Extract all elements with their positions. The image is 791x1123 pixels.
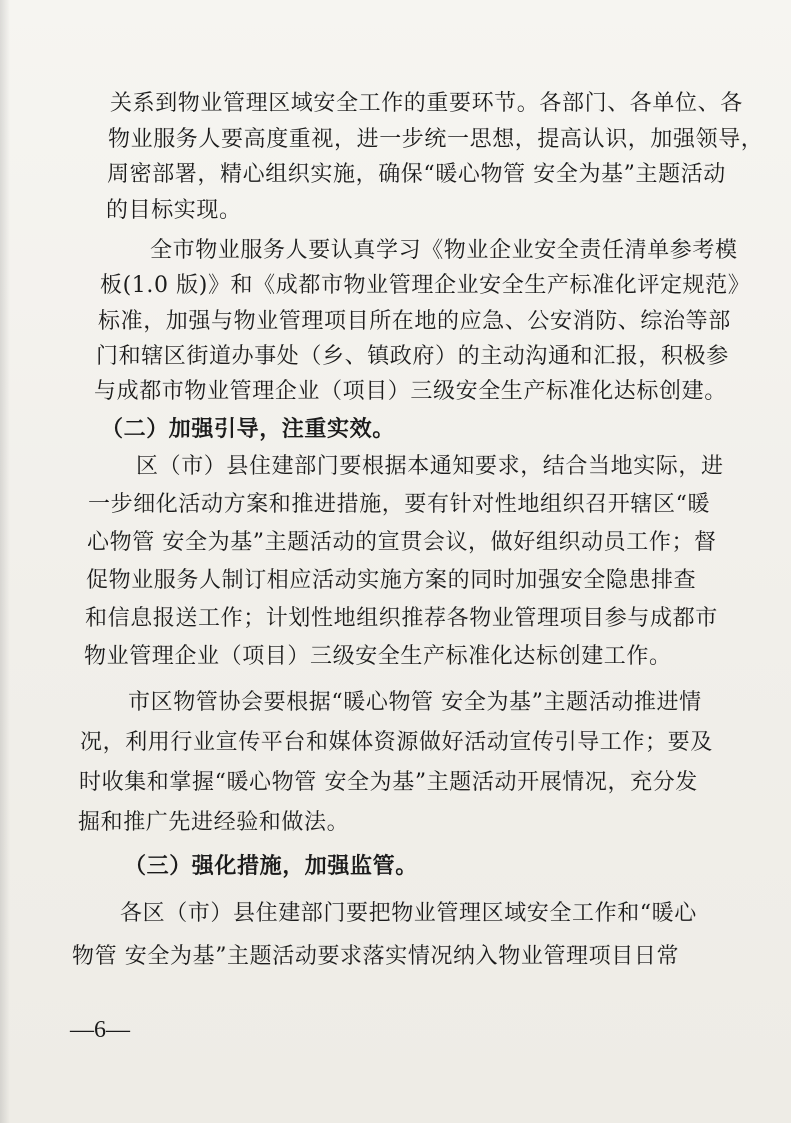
text-line: 心物管 安全为基”主题活动的宣贯会议，做好组织动员工作；督 bbox=[87, 530, 717, 555]
text-line: 各区（市）县住建部门要把物业管理区域安全工作和“暖心 bbox=[120, 901, 697, 926]
text-line: 一步细化活动方案和推进措施，要有针对性地组织召开辖区“暖 bbox=[88, 492, 711, 517]
page-edge-shadow bbox=[0, 0, 10, 1123]
text-line: 标准，加强与物业管理项目所在地的应急、公安消防、综治等部 bbox=[98, 309, 731, 334]
page-number: —6— bbox=[70, 1017, 130, 1043]
text-line: 和信息报送工作；计划性地组织推荐各物业管理项目参与成都市 bbox=[85, 606, 718, 631]
text-line: 关系到物业管理区域安全工作的重要环节。各部门、各单位、各 bbox=[110, 91, 743, 116]
text-line: 周密部署，精心组织实施，确保“暖心物管 安全为基”主题活动 bbox=[107, 162, 726, 187]
text-line: 区（市）县住建部门要根据本通知要求，结合当地实际，进 bbox=[136, 454, 724, 479]
section-heading: （三）强化措施，加强监管。 bbox=[124, 853, 418, 879]
text-line: 时收集和掌握“暖心物管 安全为基”主题活动开展情况，充分发 bbox=[79, 770, 698, 795]
text-line: 的目标实现。 bbox=[106, 198, 242, 223]
text-line: 促物业服务人制订相应活动实施方案的同时加强安全隐患排查 bbox=[86, 568, 697, 593]
text-line: 物管 安全为基”主题活动要求落实情况纳入物业管理项目日常 bbox=[72, 944, 680, 969]
text-line: 板(1.0 版)》和《成都市物业管理企业安全生产标准化评定规范》 bbox=[100, 273, 751, 298]
text-line: 与成都市物业管理企业（项目）三级安全生产标准化达标创建。 bbox=[94, 379, 727, 404]
text-line: 全市物业服务人要认真学习《物业企业安全责任清单参考模 bbox=[150, 238, 738, 263]
text-line: 况，利用行业宣传平台和媒体资源做好活动宣传引导工作；要及 bbox=[80, 730, 713, 755]
text-line: 物业管理企业（项目）三级安全生产标准化达标创建工作。 bbox=[84, 644, 672, 669]
section-heading: （二）加强引导，注重实效。 bbox=[101, 416, 395, 442]
text-line: 门和辖区街道办事处（乡、镇政府）的主动沟通和汇报，积极参 bbox=[96, 344, 729, 369]
text-line: 市区物管协会要根据“暖心物管 安全为基”主题活动推进情 bbox=[128, 690, 702, 715]
text-line: 掘和推广先进经验和做法。 bbox=[78, 810, 350, 835]
text-line: 物业服务人要高度重视，进一步统一思想，提高认识，加强领导， bbox=[108, 127, 764, 152]
